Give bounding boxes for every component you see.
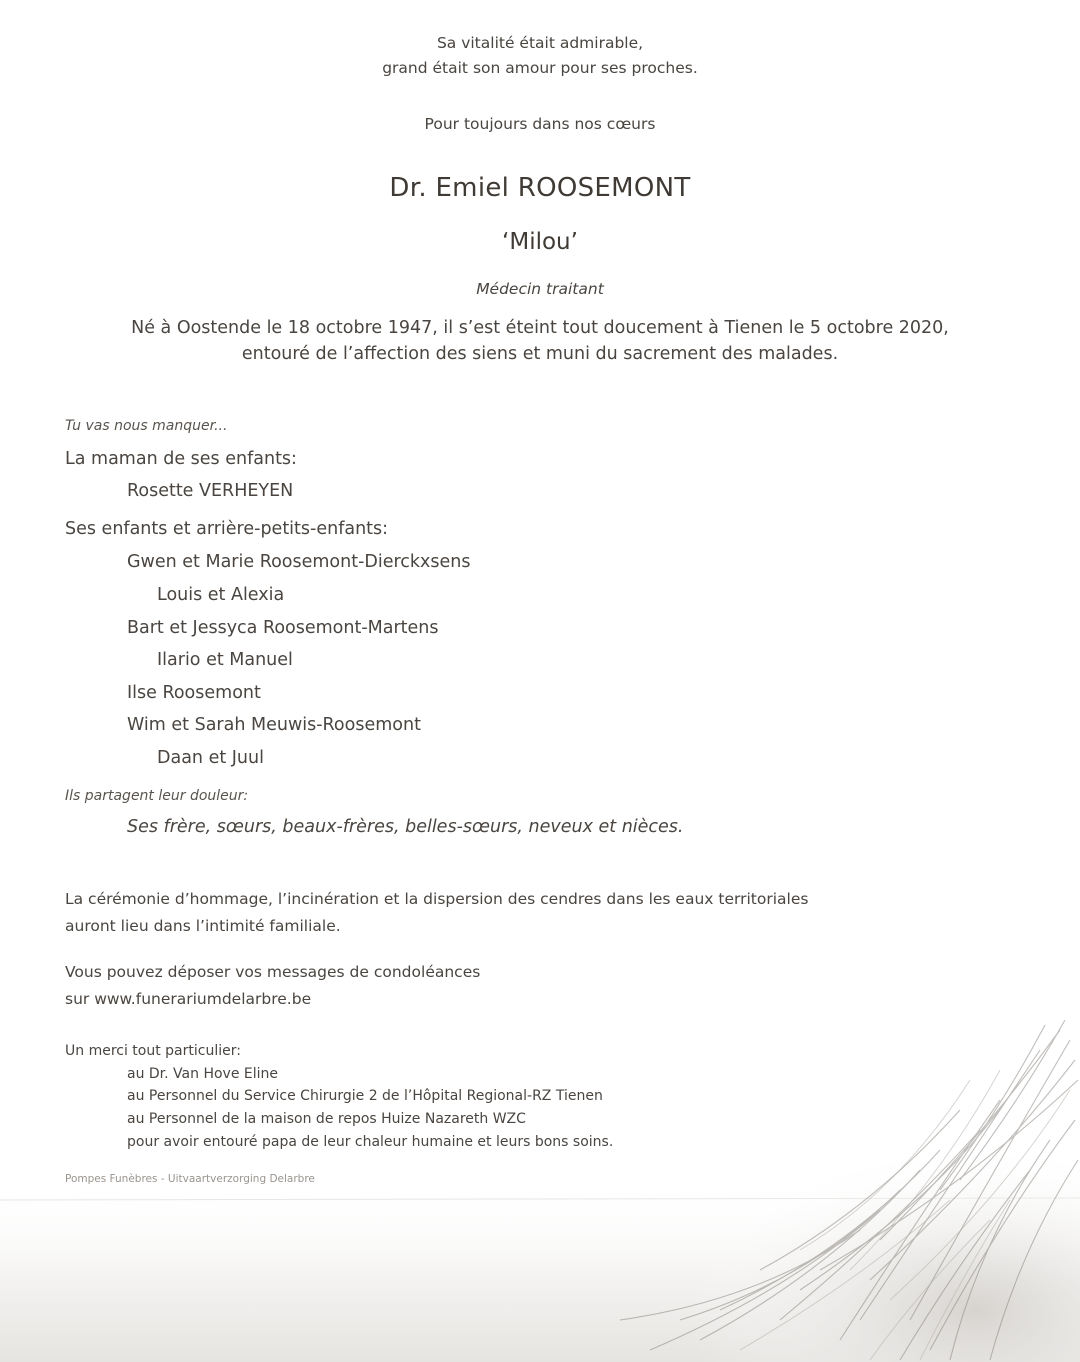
deceased-profession: Médecin traitant [476,280,604,298]
condolences-website: sur www.funerariumdelarbre.be [65,990,312,1008]
funeral-home-credit: Pompes Funèbres - Uitvaartverzorging Delarbre [65,1173,315,1185]
motto: Pour toujours dans nos cœurs [424,115,656,133]
condolences-line-1: Vous pouvez déposer vos messages de condoléances [65,963,481,981]
thanks-line-1: au Dr. Van Hove Eline [127,1066,278,1082]
grandchildren-4: Daan et Juul [157,748,264,768]
child-1: Gwen et Marie Roosemont-Dierckxsens [127,552,471,572]
children-heading: Ses enfants et arrière-petits-enfants: [65,519,389,539]
child-2: Bart et Jessyca Roosemont-Martens [127,618,439,638]
child-3: Ilse Roosemont [127,683,261,703]
thanks-line-3: au Personnel de la maison de repos Huize Nazareth WZC [127,1111,526,1127]
child-4: Wim et Sarah Meuwis-Roosemont [127,715,421,735]
deceased-name: Dr. Emiel ROOSEMONT [389,173,691,203]
deceased-nickname: ‘Milou’ [502,229,578,255]
grandchildren-2: Ilario et Manuel [157,650,293,670]
opening-quote-line-2: grand était son amour pour ses proches. [382,59,698,77]
thanks-line-4: pour avoir entouré papa de leur chaleur humaine et leurs bons soins. [127,1134,614,1150]
bio-line-2: entouré de l’affection des siens et muni du sacrement des malades. [241,344,839,364]
bio-line-1: Né à Oostende le 18 octobre 1947, il s’est éteint tout doucement à Tienen le 5 octobre 2020, [131,318,949,338]
ceremony-line-2: auront lieu dans l’intimité familiale. [65,917,341,935]
ceremony-line-1: La cérémonie d’hommage, l’incinération et la dispersion des cendres dans les eaux territoriales [65,890,809,908]
relatives: Ses frère, sœurs, beaux-frères, belles-sœurs, neveux et nièces. [127,817,684,837]
share-heading: Ils partagent leur douleur: [65,788,249,804]
thanks-heading: Un merci tout particulier: [65,1043,241,1059]
family-intro: Tu vas nous manquer... [65,418,228,434]
mother-heading: La maman de ses enfants: [65,449,297,469]
grandchildren-1: Louis et Alexia [157,585,285,605]
mother-name: Rosette VERHEYEN [127,481,294,501]
thanks-line-2: au Personnel du Service Chirurgie 2 de l’Hôpital Regional-RZ Tienen [127,1088,603,1104]
opening-quote-line-1: Sa vitalité était admirable, [436,34,644,52]
